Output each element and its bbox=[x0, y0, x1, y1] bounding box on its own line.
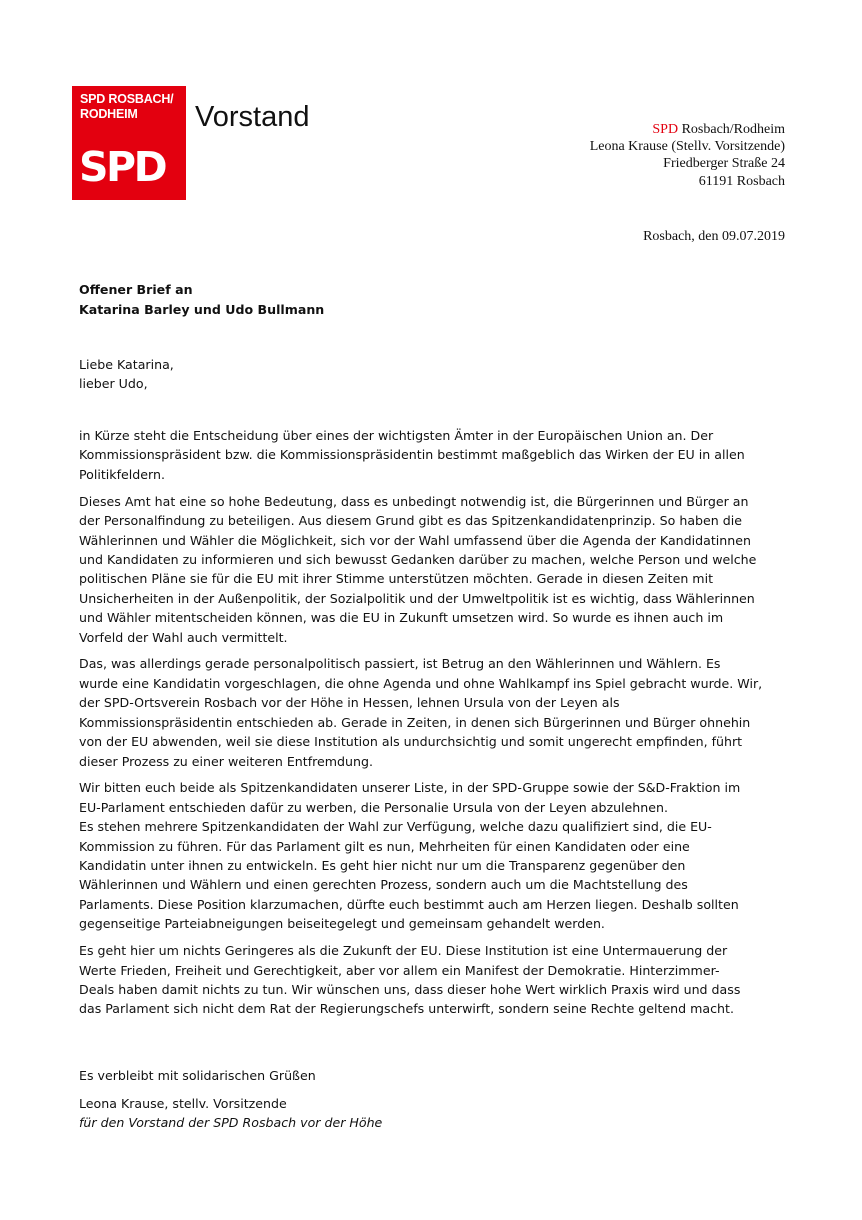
paragraph-line: Kommissionspräsidentin entschieden ab. Gerade in Zeiten, in denen sich Bürgerinnen und Bürger ohnehin bbox=[79, 714, 751, 730]
paragraph-line: Parlaments. Diese Position klarzumachen, dürfte euch bestimmt auch am Herzen liegen. Deshalb sollten bbox=[79, 896, 739, 912]
paragraph-5 bbox=[79, 941, 789, 1019]
sender-street: Friedberger Straße 24 bbox=[663, 156, 785, 172]
paragraph-line: und Kandidaten zu informieren und sich bewusst Gedanken darüber zu machen, welche Person und welche bbox=[79, 551, 757, 567]
paragraph-line: Es stehen mehrere Spitzenkandidaten der Wahl zur Verfügung, welche dazu qualifiziert sind, die EU- bbox=[79, 819, 712, 835]
paragraph-line: Das, was allerdings gerade personalpolitisch passiert, ist Betrug an den Wählerinnen und Wählern. Es bbox=[79, 656, 721, 672]
logo-local-line-1: SPD ROSBACH/ bbox=[80, 92, 174, 106]
paragraph-line: Wählerinnen und Wähler die Möglichkeit, sich vor der Wahl umfassend über die Agenda der Kandidatinnen bbox=[79, 532, 751, 548]
subject-line-2: Katarina Barley und Udo Bullmann bbox=[79, 301, 325, 317]
paragraph-line: dieser Prozess zu einer weiteren Entfremdung. bbox=[79, 753, 373, 769]
paragraph-line: Unsicherheiten in der Außenpolitik, der Sozialpolitik und der Umweltpolitik ist es wichtig, dass Wählerinnen bbox=[79, 590, 755, 606]
sender-org-rest: Rosbach/Rodheim bbox=[678, 122, 785, 137]
subject-line-1: Offener Brief an bbox=[79, 282, 193, 297]
paragraph-line: Deals haben damit nichts zu tun. Wir wünschen uns, dass dieser hohe Wert wirklich Praxis wird und dass bbox=[79, 981, 741, 997]
sender-name: Leona Krause (Stellv. Vorsitzende) bbox=[589, 139, 785, 155]
closing-line: Es verbleibt mit solidarischen Grüßen bbox=[79, 1068, 316, 1083]
paragraph-line: Kandidatin unter ihnen zu entwickeln. Es geht hier nicht nur um die Transparenz gegenüber den bbox=[79, 858, 686, 874]
paragraph-line: in Kürze steht die Entscheidung über eines der wichtigsten Ämter in der Europäischen Union an. Der bbox=[79, 428, 714, 443]
paragraph-line: und Wähler mitentscheiden können, was die EU in Zukunft umsetzen wird. So wurde es ihnen auch im bbox=[79, 610, 724, 626]
logo-local-line-2: RODHEIM bbox=[80, 107, 138, 121]
sender-city: 61191 Rosbach bbox=[698, 173, 785, 189]
signature-on-behalf: für den Vorstand der SPD Rosbach vor der Höhe bbox=[79, 1115, 383, 1131]
letter-body bbox=[79, 426, 789, 1026]
paragraph-1 bbox=[79, 426, 789, 484]
paragraph-line: das Parlament sich nicht dem Rat der Regierungschefs unterwirft, sondern seine Rechte geltend macht. bbox=[79, 1001, 734, 1017]
paragraph-line: Kommissionspräsident bzw. die Kommissionspräsidentin bestimmt maßgeblich das Wirken der EU in allen bbox=[79, 447, 745, 463]
paragraph-2 bbox=[79, 492, 789, 647]
paragraph-line: der Personalfindung zu beteiligen. Aus diesem Grund gibt es das Spitzenkandidatenprinzip. So haben die bbox=[79, 513, 743, 529]
salutation-line-2: lieber Udo, bbox=[79, 376, 148, 392]
sender-address bbox=[590, 121, 785, 190]
letter-subject bbox=[79, 280, 324, 319]
salutation bbox=[79, 355, 174, 394]
paragraph-line: von der EU abwenden, weil sie diese Institution als undurchsichtig und somit ungerecht empfinden, führt bbox=[79, 734, 743, 750]
paragraph-line: Wählerinnen und Wählern und einen gerechten Prozess, sondern auch um die Machtstellung des bbox=[79, 877, 688, 893]
paragraph-line: Kommission zu führen. Für das Parlament gilt es nun, Mehrheiten für einen Kandidaten oder eine bbox=[79, 838, 690, 854]
page-title: Vorstand bbox=[195, 101, 310, 133]
paragraph-line: wurde eine Kandidatin vorgeschlagen, die ohne Agenda und ohne Wahlkampf ins Spiel gebracht wurde. Wir, bbox=[79, 675, 763, 691]
signature-block bbox=[79, 1094, 382, 1133]
paragraph-line: politischen Pläne sie für die EU mit ihrer Stimme unterstützen möchten. Gerade in diesen Zeiten mit bbox=[79, 571, 714, 587]
letter-date: Rosbach, den 09.07.2019 bbox=[643, 229, 785, 244]
paragraph-line: Werte Frieden, Freiheit und Gerechtigkeit, aber vor allem ein Manifest der Demokratie. Hinterzimmer- bbox=[79, 962, 720, 978]
paragraph-line: Politikfeldern. bbox=[79, 466, 165, 482]
paragraph-4 bbox=[79, 778, 789, 933]
paragraph-line: gegenseitige Parteiabneigungen beiseitegelegt und gemeinsam gehandelt werden. bbox=[79, 916, 605, 932]
paragraph-3 bbox=[79, 654, 789, 770]
logo-local-name bbox=[80, 92, 173, 122]
logo-spd-text: SPD bbox=[79, 143, 166, 191]
paragraph-line: Wir bitten euch beide als Spitzenkandidaten unserer Liste, in der SPD-Gruppe sowie der S&D-Fraktion im bbox=[79, 780, 741, 796]
paragraph-line: der SPD-Ortsverein Rosbach vor der Höhe in Hessen, lehnen Ursula von der Leyen als bbox=[79, 695, 620, 711]
paragraph-line: Dieses Amt hat eine so hohe Bedeutung, dass es unbedingt notwendig ist, die Bürgerinnen und Bürger an bbox=[79, 493, 749, 509]
sender-org-spd: SPD bbox=[652, 122, 679, 137]
spd-logo bbox=[72, 86, 186, 200]
sender-org bbox=[590, 121, 785, 138]
paragraph-line: EU-Parlament entschieden dafür zu werben, die Personalie Ursula von der Leyen abzulehnen. bbox=[79, 799, 668, 815]
paragraph-line: Es geht hier um nichts Geringeres als die Zukunft der EU. Diese Institution ist eine Untermauerung der bbox=[79, 943, 728, 959]
paragraph-line: Vorfeld der Wahl auch vermittelt. bbox=[79, 629, 288, 645]
signature-name: Leona Krause, stellv. Vorsitzende bbox=[79, 1096, 287, 1111]
salutation-line-1: Liebe Katarina, bbox=[79, 357, 174, 372]
